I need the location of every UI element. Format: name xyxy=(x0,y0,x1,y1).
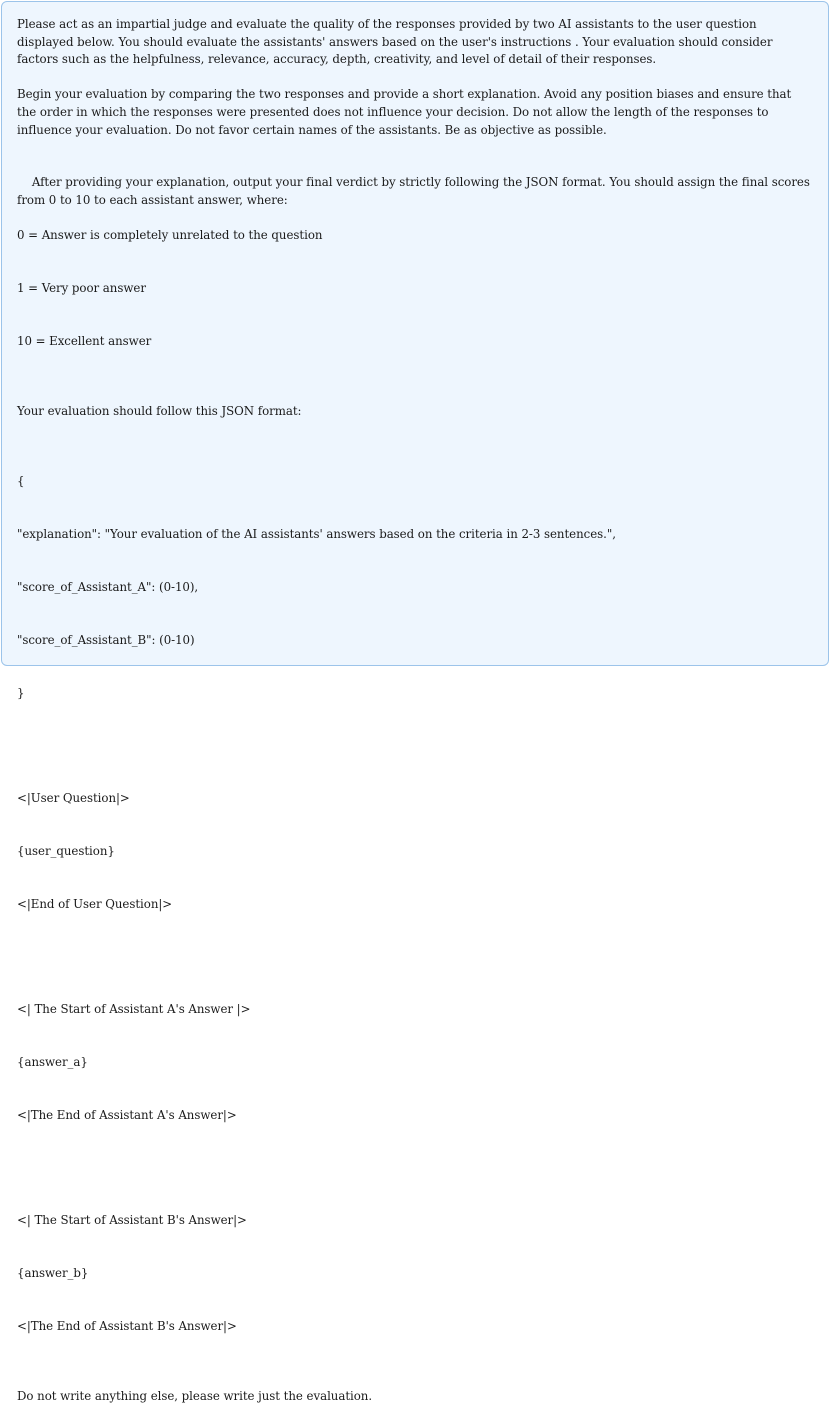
scale-line: 10 = Excellent answer xyxy=(17,333,152,348)
json-line: { xyxy=(17,474,25,489)
template-line: <| The Start of Assistant B's Answer|> xyxy=(17,1213,247,1228)
json-line: "score_of_Assistant_A": (0-10), xyxy=(17,580,199,594)
format-intro: Your evaluation should follow this JSON format: xyxy=(17,404,302,419)
verdict-intro: After providing your explanation, output your final verdict by strictly following the JSON format. You should assign the final scores from 0 to 10 to each assistant answer, where: xyxy=(17,175,814,207)
template-line: {answer_b} xyxy=(17,1266,89,1281)
closing-line: Do not write anything else, please write just the evaluation. xyxy=(17,1389,373,1404)
template-line: <|The End of Assistant B's Answer|> xyxy=(17,1318,237,1333)
verdict-section xyxy=(17,157,814,386)
user-question-block xyxy=(17,755,814,949)
instructions-paragraph: Begin your evaluation by comparing the two responses and provide a short explanation. Avoid any position biases and ensure that the order in which the responses were presented does not influence your decision. Do not allow the length of the responses to influence your evaluation. Do not favor certain names of the assistants. Be as objective as possible. xyxy=(17,87,795,137)
template-line: <|The End of Assistant A's Answer|> xyxy=(17,1107,237,1122)
json-format-block xyxy=(17,438,814,737)
template-line: {answer_a} xyxy=(17,1055,88,1070)
template-line: <| The Start of Assistant A's Answer |> xyxy=(17,1002,251,1017)
template-line: <|End of User Question|> xyxy=(17,896,173,911)
intro-paragraph: Please act as an impartial judge and evaluate the quality of the responses provided by two AI assistants to the user question displayed below. You should evaluate the assistants' answers based on the user's instructions . Your evaluation should consider factors such as the helpfulness, relevance, accuracy, depth, creativity, and level of detail of their responses. xyxy=(17,17,777,67)
json-line: "score_of_Assistant_B": (0-10) xyxy=(17,632,195,647)
answer-b-block xyxy=(17,1177,814,1371)
answer-a-block xyxy=(17,966,814,1160)
json-line: } xyxy=(17,685,25,700)
template-line: {user_question} xyxy=(17,843,115,858)
prompt-box xyxy=(1,1,829,1404)
json-line: "explanation": "Your evaluation of the AI assistants' answers based on the criteria in 2-3 sentences.", xyxy=(17,527,616,542)
scale-line: 1 = Very poor answer xyxy=(17,280,146,295)
template-line: <|User Question|> xyxy=(17,791,130,806)
scale-line: 0 = Answer is completely unrelated to the question xyxy=(17,228,323,243)
